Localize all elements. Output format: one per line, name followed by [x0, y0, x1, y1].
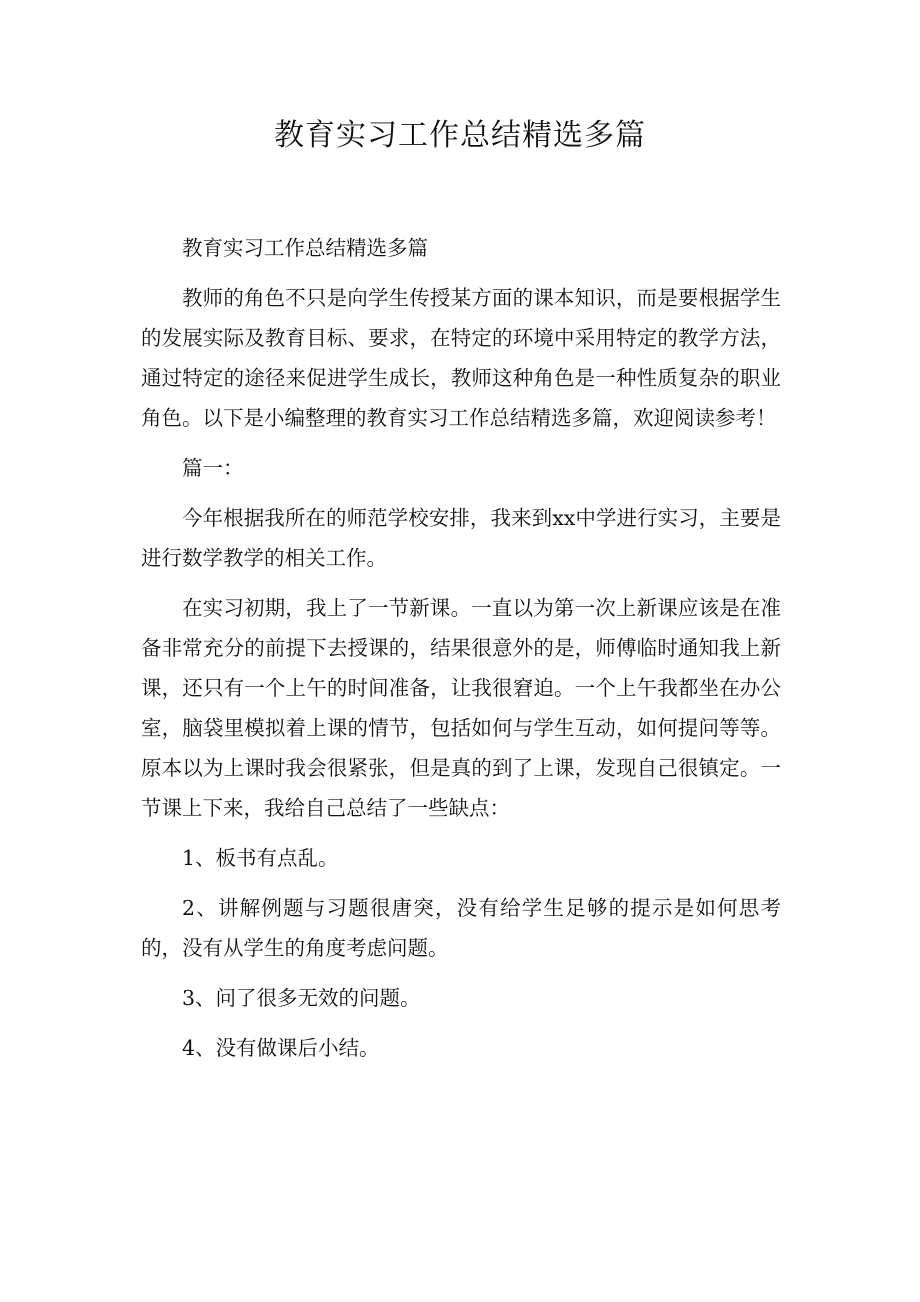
paragraph-internship-arrangement: 今年根据我所在的师范学校安排，我来到xx中学进行实习，主要是进行数学教学的相关工作。: [141, 506, 781, 570]
list-item-shortcoming-2: 2、讲解例题与习题很唐突，没有给学生足够的提示是如何思考的，没有从学生的角度考虑问题。: [141, 896, 781, 960]
list-item-shortcoming-3: 3、问了很多无效的问题。: [182, 986, 421, 1010]
document-body: [141, 228, 781, 1078]
list-item-shortcoming-1: 1、板书有点乱。: [182, 846, 339, 870]
list-item-shortcoming-4: 4、没有做课后小结。: [182, 1036, 380, 1060]
paragraph-intro: 教师的角色不只是向学生传授某方面的课本知识，而是要根据学生的发展实际及教育目标、要求，在特定的环境中采用特定的教学方法，通过特定的途径来促进学生成长，教师这种角色是一种性质复杂的职业角色。以下是小编整理的教育实习工作总结精选多篇，欢迎阅读参考！: [141, 286, 781, 430]
document-title: 教育实习工作总结精选多篇: [274, 118, 646, 153]
paragraph-section-heading: 篇一：: [182, 456, 244, 480]
paragraph-subtitle: 教育实习工作总结精选多篇: [182, 236, 428, 260]
paragraph-first-lesson: 在实习初期，我上了一节新课。一直以为第一次上新课应该是在准备非常充分的前提下去授课的，结果很意外的是，师傅临时通知我上新课，还只有一个上午的时间准备，让我很窘迫。一个上午我都坐在办公室，脑袋里模拟着上课的情节，包括如何与学生互动，如何提问等等。原本以为上课时我会很紧张，但是真的到了上课，发现自己很镇定。一节课上下来，我给自己总结了一些缺点：: [141, 596, 781, 820]
